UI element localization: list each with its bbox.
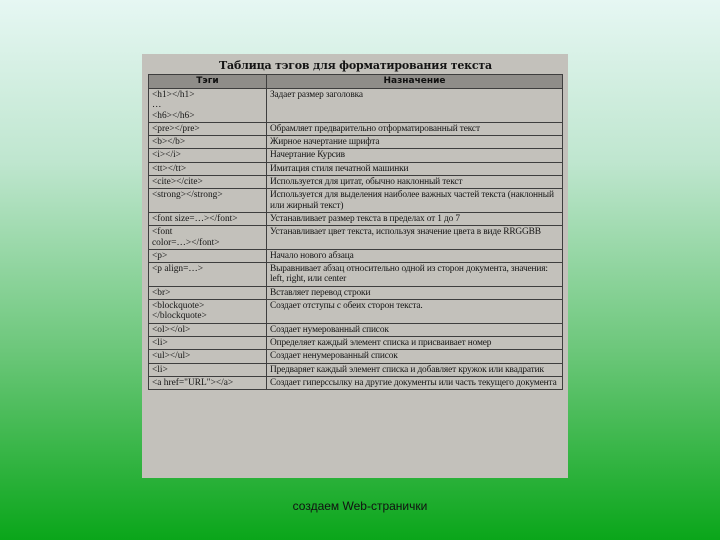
description-cell: Жирное начертание шрифта — [267, 136, 563, 149]
tag-cell: <pre></pre> — [149, 122, 267, 135]
tag-cell: <tt></tt> — [149, 162, 267, 175]
table-row — [149, 350, 563, 363]
table-row — [149, 122, 563, 135]
tag-cell: <strong></strong> — [149, 189, 267, 213]
description-cell: Выравнивает абзац относительно одной из сторон документа, значения: left, right, или center — [267, 263, 563, 287]
table-row — [149, 263, 563, 287]
scanned-table-image — [142, 54, 568, 478]
description-cell: Устанавливает цвет текста, используя значение цвета в виде RRGGBB — [267, 226, 563, 250]
description-cell: Начертание Курсив — [267, 149, 563, 162]
table-row — [149, 323, 563, 336]
tag-cell: <li> — [149, 363, 267, 376]
table-row — [149, 176, 563, 189]
tag-cell: <b></b> — [149, 136, 267, 149]
table-row — [149, 286, 563, 299]
tag-cell: <font size=…></font> — [149, 212, 267, 225]
tag-cell: <br> — [149, 286, 267, 299]
table-row — [149, 226, 563, 250]
description-cell: Устанавливает размер текста в пределах от 1 до 7 — [267, 212, 563, 225]
description-cell: Создает гиперссылку на другие документы или часть текущего документа — [267, 376, 563, 389]
description-cell: Используется для выделения наиболее важных частей текста (наклонный или жирный текст) — [267, 189, 563, 213]
table-header-row — [149, 75, 563, 89]
tag-cell: <font color=…></font> — [149, 226, 267, 250]
description-cell: Определяет каждый элемент списка и присваивает номер — [267, 336, 563, 349]
table-row — [149, 89, 563, 123]
description-cell: Обрамляет предварительно отформатированный текст — [267, 122, 563, 135]
description-cell: Задает размер заголовка — [267, 89, 563, 123]
table-row — [149, 249, 563, 262]
column-header-tags: Тэги — [149, 75, 267, 89]
slide-caption: создаем Web-странички — [292, 499, 428, 513]
tag-cell: <cite></cite> — [149, 176, 267, 189]
table-row — [149, 376, 563, 389]
tag-cell: <a href="URL"></a> — [149, 376, 267, 389]
tag-cell: <h1></h1> … <h6></h6> — [149, 89, 267, 123]
tag-cell: <ul></ul> — [149, 350, 267, 363]
description-cell: Создает нумерованный список — [267, 323, 563, 336]
tag-table — [148, 74, 563, 390]
tag-cell: <p align=…> — [149, 263, 267, 287]
tag-cell: <i></i> — [149, 149, 267, 162]
description-cell: Вставляет перевод строки — [267, 286, 563, 299]
table-row — [149, 136, 563, 149]
table-row — [149, 149, 563, 162]
column-header-purpose: Назначение — [267, 75, 563, 89]
description-cell: Начало нового абзаца — [267, 249, 563, 262]
tag-cell: <blockquote> </blockquote> — [149, 300, 267, 324]
tag-cell: <ol></ol> — [149, 323, 267, 336]
description-cell: Предваряет каждый элемент списка и добавляет кружок или квадратик — [267, 363, 563, 376]
table-row — [149, 363, 563, 376]
description-cell: Создает ненумерованный список — [267, 350, 563, 363]
description-cell: Используется для цитат, обычно наклонный текст — [267, 176, 563, 189]
table-row — [149, 212, 563, 225]
table-row — [149, 336, 563, 349]
tag-cell: <li> — [149, 336, 267, 349]
table-row — [149, 162, 563, 175]
table-row — [149, 300, 563, 324]
tag-cell: <p> — [149, 249, 267, 262]
description-cell: Имитация стиля печатной машинки — [267, 162, 563, 175]
description-cell: Создает отступы с обеих сторон текста. — [267, 300, 563, 324]
table-row — [149, 189, 563, 213]
table-title: Таблица тэгов для форматирования текста — [219, 59, 492, 72]
